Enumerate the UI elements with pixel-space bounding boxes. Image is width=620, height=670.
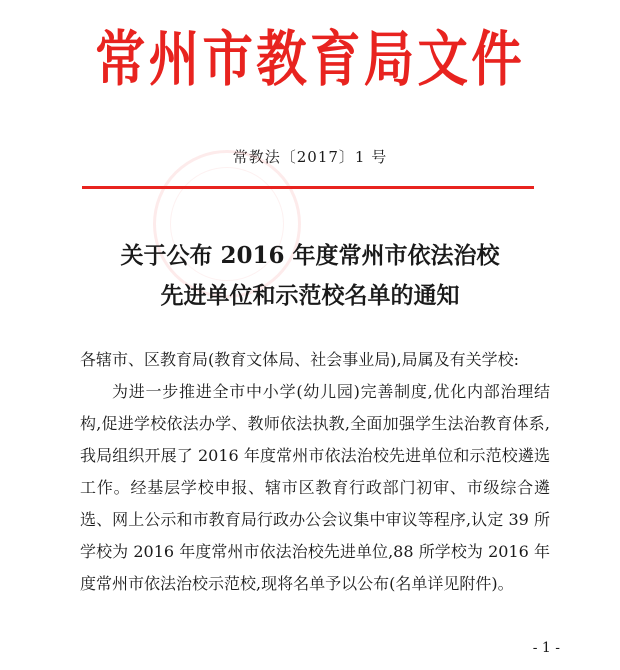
red-divider: [82, 186, 534, 189]
org-masthead: 常州市教育局文件: [94, 25, 526, 95]
page-number: - 1 -: [532, 640, 560, 656]
document-title: [0, 236, 620, 316]
body-paragraph: 为进一步推进全市中小学(幼儿园)完善制度,优化内部治理结构,促进学校依法办学、教师依法执教,全面加强学生法治教育体系,我局组织开展了 2016 年度常州市依法治校先进单位和示范校遴选工作。经基层学校申报、辖市区教育行政部门初审、市级综合遴选、网上公示和市教育局行政办公会议集中审议等程序,认定 39 所学校为 2016 年度常州市依法治校先进单位,88 所学校为 2016 年度常州市依法治校示范校,现将名单予以公布(名单详见附件)。: [80, 382, 550, 593]
document-body: [80, 344, 550, 600]
document-number: 常教法〔2017〕1 号: [232, 148, 388, 166]
salutation: 各辖市、区教育局(教育文体局、社会事业局),局属及有关学校:: [80, 350, 519, 369]
title-line-2: 先进单位和示范校名单的通知: [160, 282, 460, 309]
title-line-1: 关于公布 2016 年度常州市依法治校: [120, 242, 500, 269]
